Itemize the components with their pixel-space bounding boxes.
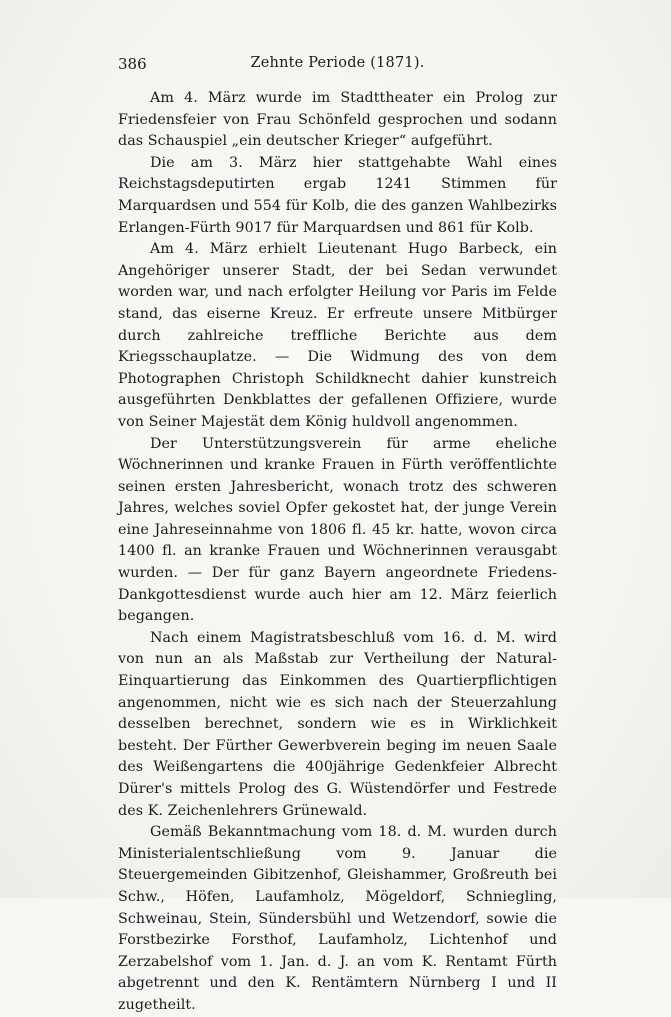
paragraph: Der Unterstützungsverein für arme eheliche Wöchnerinnen und kranke Frauen in Fürth veröffentlichte seinen ersten Jahresbericht, wonach trotz des schweren Jahres, welches soviel Opfer gekostet hat, der junge Verein eine Jahreseinnahme von 1806 fl. 45 kr. hatte, wovon circa 1400 fl. an kranke Frauen und Wöchnerinnen verausgabt wurden. — Der für ganz Bayern angeordnete Friedens-Dankgottesdienst wurde auch hier am 12. März feierlich begangen. xyxy=(118,435,557,625)
paragraph: Am 4. März wurde im Stadttheater ein Prolog zur Friedensfeier von Frau Schönfeld gesprochen und sodann das Schauspiel „ein deutscher Krieger“ aufgeführt. xyxy=(118,90,557,150)
page-number: 386 xyxy=(118,55,147,73)
running-title: Zehnte Periode (1871). xyxy=(250,55,425,71)
paragraph: Nach einem Magistratsbeschluß vom 16. d. M. wird von nun an als Maßstab zur Vertheilung der Natural-Einquartierung das Einkommen des Quartierpflichtigen angenommen, nicht wie es sich nach der Steuerzahlung desselben berechnet, sondern wie es in Wirklichkeit besteht. Der Fürther Gewerbverein beging im neuen Saale des Weißengartens die 400jährige Gedenkfeier Albrecht Dürer's mittels Prolog des G. Wüstendörfer und Festrede des K. Zeichenlehrers Grünewald. xyxy=(118,629,557,819)
paragraph: Am 4. März erhielt Lieutenant Hugo Barbeck, ein Angehöriger unserer Stadt, der bei Sedan verwundet worden war, und nach erfolgter Heilung vor Paris im Felde stand, das eiserne Kreuz. Er erfreute unsere Mitbürger durch zahlreiche treffliche Berichte aus dem Kriegsschauplatze. — Die Widmung des von dem Photographen Christoph Schildknecht dahier kunstreich ausgeführten Denkblattes der gefallenen Offiziere, wurde von Seiner Majestät dem König huldvoll angenommen. xyxy=(118,241,557,430)
paragraph: Die am 3. März hier stattgehabte Wahl eines Reichstagsdeputirten ergab 1241 Stimmen für Marquardsen und 554 für Kolb, die des ganzen Wahlbezirks Erlangen-Fürth 9017 für Marquardsen und 861 für Kolb. xyxy=(118,154,557,236)
page-header xyxy=(118,55,557,77)
paragraph: Gemäß Bekanntmachung vom 18. d. M. wurden durch Ministerialentschließung vom 9. Januar die Steuergemeinden Gibitzenhof, Gleishammer, Großreuth bei Schw., Höfen, Laufamholz, Mögeldorf, Schniegling, Schweinau, Stein, Sündersbühl und Wetzendorf, sowie die Forstbezirke Forsthof, Laufamholz, Lichtenhof und Zerzabelshof vom 1. Jan. d. J. an vom K. Rentamt Fürth abgetrennt und den K. Rentämtern Nürnberg I und II zugetheilt. xyxy=(118,824,557,1013)
body-text xyxy=(118,88,557,1017)
